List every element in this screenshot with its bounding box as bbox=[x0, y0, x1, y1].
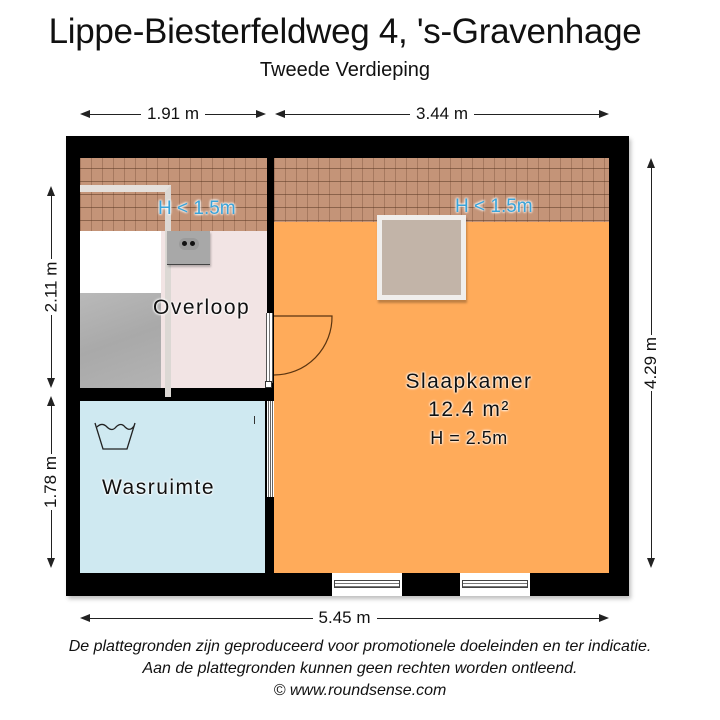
door-frame bbox=[266, 313, 273, 383]
disclaimer-line-2: Aan de plattegronden kunnen geen rechten worden ontleend. bbox=[142, 660, 578, 677]
room-area: 12.4 m² bbox=[428, 398, 510, 421]
disclaimer-line-1: De plattegronden zijn geproduceerd voor promotionele doeleinden en ter indicatie. bbox=[68, 638, 652, 655]
stair-opening bbox=[80, 231, 161, 293]
window-right bbox=[460, 573, 530, 596]
vent-dot-icon bbox=[190, 241, 195, 246]
height-note: H < 1.5m bbox=[158, 198, 236, 219]
room-height: H = 2.5m bbox=[430, 428, 508, 448]
room-label-overloop: Overloop bbox=[153, 296, 251, 319]
arrow-right-icon bbox=[599, 110, 609, 118]
arrow-right-icon bbox=[599, 614, 609, 622]
room-overloop bbox=[80, 158, 267, 388]
dimension-left-upper bbox=[43, 186, 59, 388]
roof-tiles bbox=[274, 158, 609, 222]
dimension-label: 1.78 m bbox=[41, 456, 61, 508]
door-swing-icon bbox=[270, 313, 340, 383]
arrow-up-icon bbox=[47, 186, 55, 196]
page-title: Lippe-Biesterfeldweg 4, 's-Gravenhage bbox=[48, 12, 642, 51]
window-left bbox=[332, 573, 402, 596]
marker-icon bbox=[254, 416, 255, 424]
arrow-left-icon bbox=[80, 614, 90, 622]
vent-dot-icon bbox=[182, 241, 187, 246]
dimension-top-left bbox=[80, 106, 266, 122]
dimension-bottom bbox=[80, 610, 609, 626]
arrow-down-icon bbox=[647, 558, 655, 568]
arrow-left-icon bbox=[80, 110, 90, 118]
room-label-wasruimte: Wasruimte bbox=[102, 476, 216, 499]
arrow-up-icon bbox=[647, 158, 655, 168]
dimension-label: 3.44 m bbox=[416, 104, 468, 123]
arrow-up-icon bbox=[47, 396, 55, 406]
arrow-down-icon bbox=[47, 378, 55, 388]
dimension-label: 1.91 m bbox=[147, 104, 199, 123]
floor-subtitle: Tweede Verdieping bbox=[259, 59, 431, 81]
dimension-left-lower bbox=[43, 396, 59, 568]
ventilation-unit bbox=[167, 231, 210, 265]
washing-symbol-icon bbox=[93, 421, 137, 453]
dimension-label: 2.11 m bbox=[41, 261, 60, 313]
floor-plan bbox=[66, 136, 629, 596]
room-slaapkamer bbox=[274, 158, 609, 573]
dimension-top-right bbox=[275, 106, 609, 122]
arrow-left-icon bbox=[275, 110, 285, 118]
skylight bbox=[377, 215, 466, 300]
copyright: © www.roundsense.com bbox=[273, 682, 447, 699]
dimension-right bbox=[643, 158, 659, 568]
dimension-label: 4.29 m bbox=[641, 337, 661, 389]
height-note: H < 1.5m bbox=[455, 196, 533, 217]
arrow-down-icon bbox=[47, 558, 55, 568]
dimension-label: 5.45 m bbox=[318, 608, 371, 627]
arrow-right-icon bbox=[256, 110, 266, 118]
sliding-door bbox=[267, 401, 274, 497]
room-label-slaapkamer: Slaapkamer bbox=[405, 370, 533, 393]
door-hinge bbox=[265, 381, 272, 388]
room-wasruimte bbox=[80, 401, 265, 573]
staircase bbox=[80, 293, 161, 388]
